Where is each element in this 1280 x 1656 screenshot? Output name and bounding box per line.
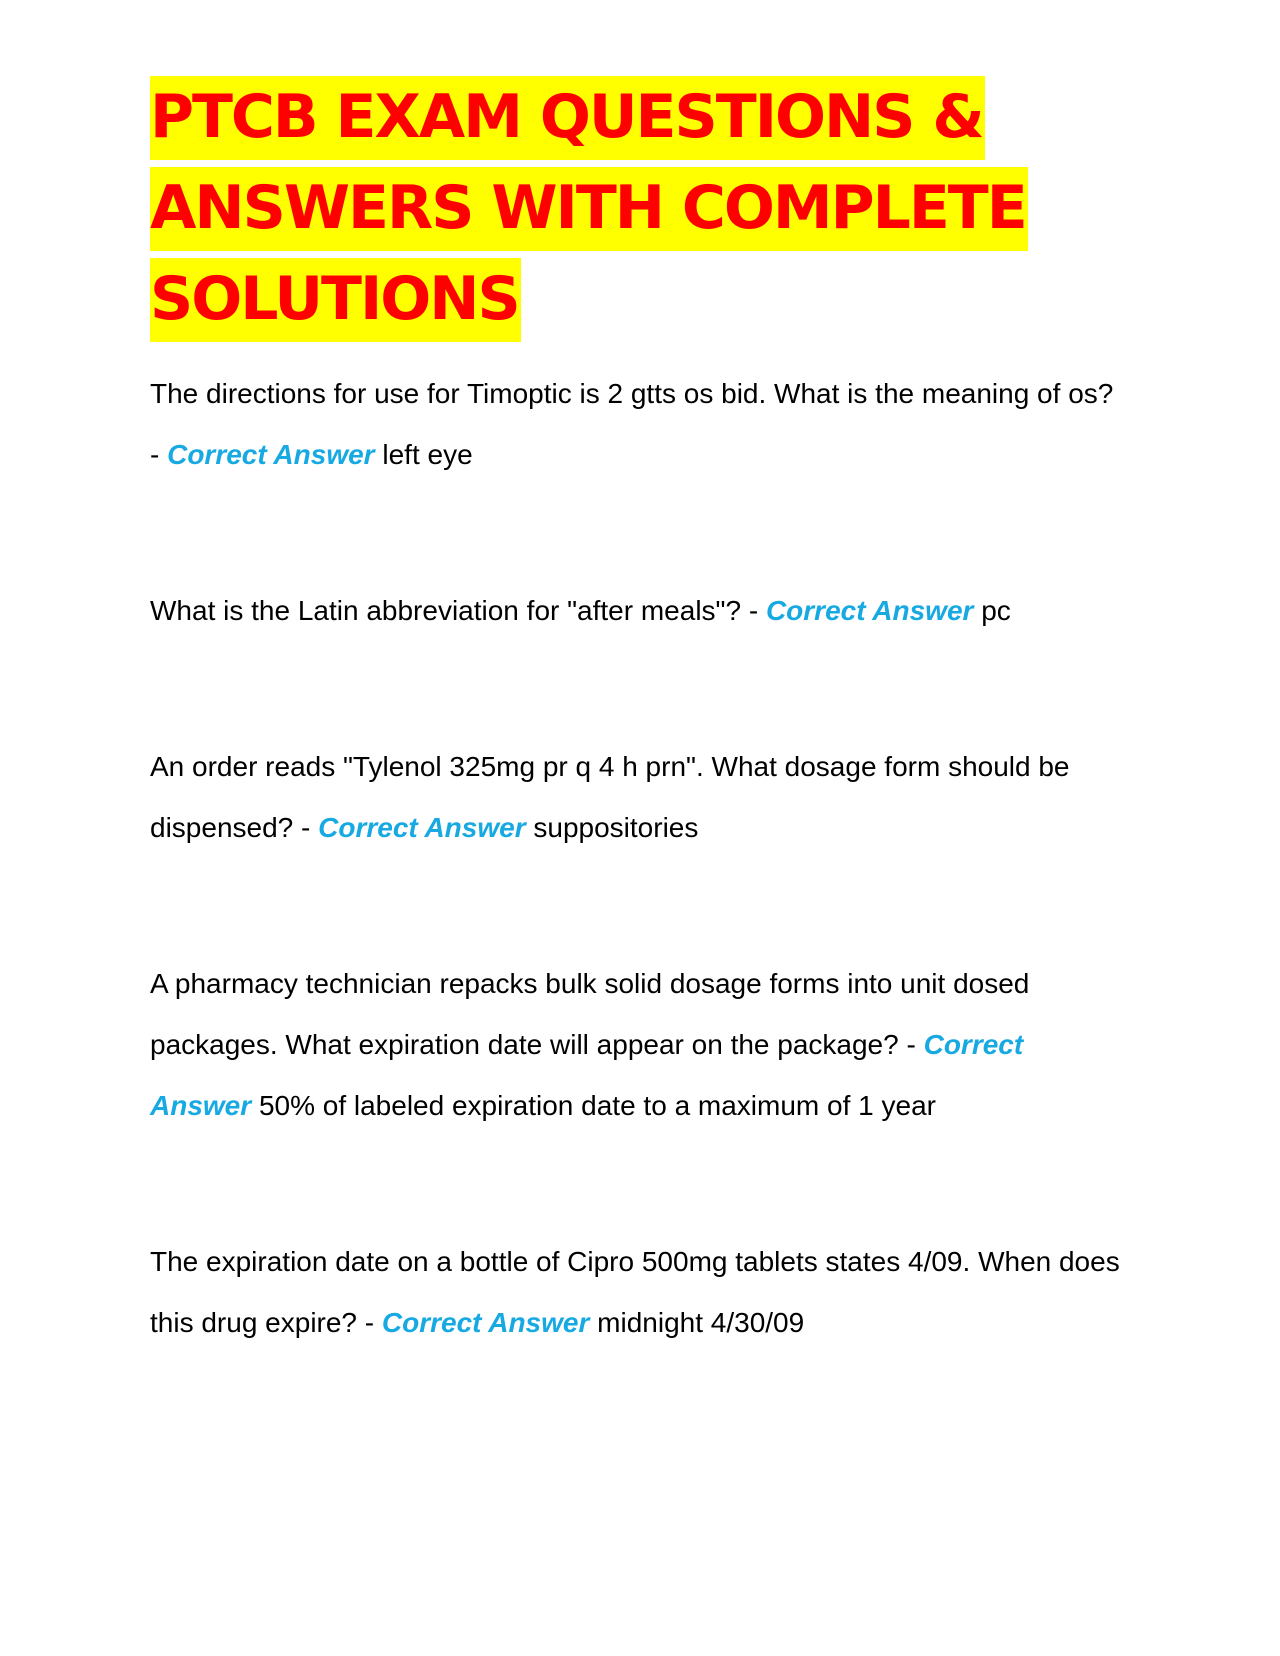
separator: - bbox=[293, 812, 319, 843]
question-text: What is the Latin abbreviation for "after meals"? bbox=[150, 595, 742, 626]
separator: - bbox=[150, 439, 168, 470]
answer-text: pc bbox=[981, 595, 1011, 626]
document-title bbox=[150, 72, 1130, 345]
qa-item-4 bbox=[150, 953, 1130, 1136]
qa-item-1 bbox=[150, 363, 1130, 485]
separator: - bbox=[898, 1029, 924, 1060]
qa-item-5 bbox=[150, 1231, 1130, 1353]
document-page bbox=[150, 72, 1130, 1353]
answer-text: 50% of labeled expiration date to a maximum of 1 year bbox=[258, 1090, 936, 1121]
question-text: The expiration date on a bottle of Cipro 500mg tablets states 4/09. When does this drug expire? bbox=[150, 1246, 1120, 1338]
answer-text: left eye bbox=[382, 439, 473, 470]
correct-answer-label: Correct Answer bbox=[167, 439, 375, 470]
question-text: A pharmacy technician repacks bulk solid dosage forms into unit dosed packages. What expiration date will appear on the package? bbox=[150, 968, 1030, 1060]
title-highlight: PTCB EXAM QUESTIONS & ANSWERS WITH COMPLETE SOLUTIONS bbox=[150, 76, 1028, 342]
separator: - bbox=[357, 1307, 382, 1338]
question-text: The directions for use for Timoptic is 2 gtts os bid. What is the meaning of os? bbox=[150, 378, 1114, 409]
answer-text: midnight 4/30/09 bbox=[597, 1307, 805, 1338]
qa-item-3 bbox=[150, 736, 1130, 858]
qa-item-2 bbox=[150, 580, 1130, 641]
correct-answer-label: Correct Answer bbox=[381, 1307, 590, 1338]
separator: - bbox=[741, 595, 766, 626]
correct-answer-label: Correct Answer bbox=[318, 812, 526, 843]
question-text: An order reads "Tylenol 325mg pr q 4 h prn". What dosage form should be dispensed? bbox=[150, 751, 1070, 843]
correct-answer-label: Correct Answer bbox=[765, 595, 974, 626]
answer-text: suppositories bbox=[533, 812, 699, 843]
correct-answer-label: Correct Answer bbox=[150, 1029, 1024, 1121]
